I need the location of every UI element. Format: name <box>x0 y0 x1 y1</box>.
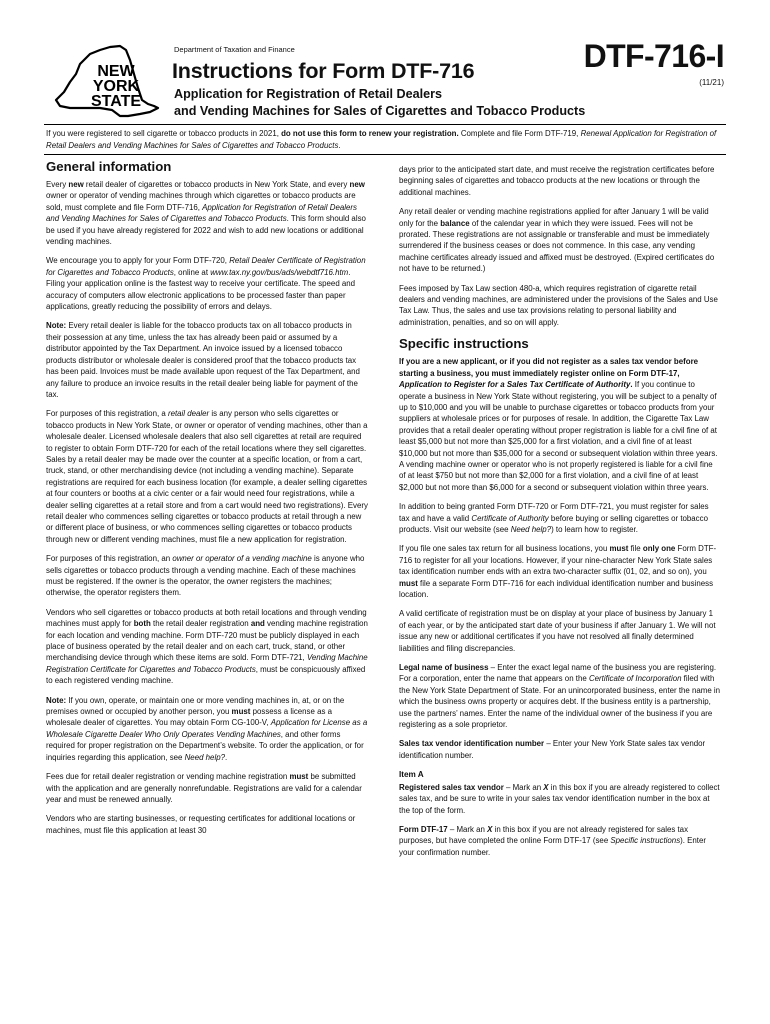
text-run: www.tax.ny.gov/bus/ads/webdtf716.htm <box>210 267 349 277</box>
text-run: file <box>628 544 643 554</box>
text-run: new <box>68 180 84 189</box>
text-run: Registered sales tax vendor <box>399 782 504 792</box>
text-run: Sales tax vendor identification number <box>399 739 545 749</box>
paragraph <box>399 738 721 761</box>
text-run: both <box>133 619 151 629</box>
text-run: Note: <box>46 695 67 705</box>
text-run: do not use this form to renew your registration. <box>281 129 459 138</box>
text-run: Fees due for retail dealer registration or vending machine registration <box>46 772 290 782</box>
text-run: is anyone who sells cigarettes or tobacco products through a vending machine. Each of these machines must be registered. If the owner is the operator, the owner registers the machines; otherwise, the operator registers them. <box>46 554 365 598</box>
notice-divider <box>44 154 726 155</box>
text-run: ) to learn how to register. <box>551 524 638 534</box>
text-run: must <box>231 707 251 717</box>
text-run: . <box>224 752 228 762</box>
section-heading <box>46 159 368 175</box>
text-run: possess a license as a wholesale dealer of cigarettes. You may obtain Form CG-100-V, <box>46 707 332 728</box>
text-run: Application for Registration of Retail Dealers and Vending Machines for Sales of Cigarettes and Tobacco Products <box>46 202 357 224</box>
paragraph <box>46 255 368 312</box>
section-heading <box>399 336 721 352</box>
logo-word-new: NEW <box>97 63 135 80</box>
text-run: in this box if you are already registered to collect sales tax, and be sure to write in your sales tax vendor identification number in the box at the top of the form. <box>399 782 720 815</box>
logo-word-state: STATE <box>90 93 142 110</box>
paragraph <box>399 662 721 730</box>
text-run: be submitted with the application and are generally nonrefundable. Registrations are valid for a calendar year and must be renewed annually. <box>46 772 362 804</box>
text-run: A valid certificate of registration must be on display at your place of business by January 1 of each year, or by the anticipated start date of your business if after January 1. We will not issue any new or additional certificates if you have not resolved all finally determined liabilities and filing discrepancies. <box>399 609 716 653</box>
text-run: , must be conspicuously affixed to each registered vending machine. <box>46 664 366 686</box>
text-run: Renewal Application for Registration of Retail Dealers and Vending Machines for Sales of Cigarettes and Tobacco Products <box>46 129 717 150</box>
text-run: before buying or selling cigarettes or tobacco products. Visit our website (see <box>399 513 708 534</box>
text-run: owner or operator of vending machines through which cigarettes or tobacco products are sold, must complete and file Form DTF-716, <box>46 191 356 212</box>
right-column <box>399 164 721 866</box>
text-run: Complete and file Form DTF-719, <box>458 129 581 138</box>
form-subtitle <box>174 86 585 120</box>
text-run: If you own, operate, or maintain one or more vending machines in, at, or on the premises owned or occupied by another person, you <box>46 695 345 717</box>
text-run: Certificate of Authority <box>471 513 549 523</box>
text-run: Vendors who are starting businesses, or requesting certificates for additional locations or machines, must file this application at least 30 <box>46 814 356 835</box>
text-run: retail dealer of cigarettes or tobacco products in New York State, and every <box>83 180 350 189</box>
form-number: DTF-716-I <box>583 38 724 74</box>
text-run: Application for License as a Wholesale Cigarette Dealer Who Only Operates Vending Machines <box>46 718 368 739</box>
text-run: owner or operator of a vending machine <box>172 554 312 564</box>
text-run: must <box>289 772 309 782</box>
text-run: – Mark an <box>447 824 488 834</box>
text-run: . <box>338 140 341 150</box>
text-run: Specific instructions <box>399 336 529 352</box>
text-run: Form DTF-17 <box>399 824 448 834</box>
text-run: days prior to the anticipated start date, and must receive the registration certificates before beginning sales of cigarettes and tobacco products at the new locations or through the additional machines. <box>399 165 715 197</box>
text-run: If you are a new applicant, or if you did not register as a sales tax vendor before starting a business, you must immediately register online on Form DTF-17, <box>399 357 699 378</box>
text-run: Retail Dealer Certificate of Registration for Cigarettes and Tobacco Products <box>46 256 366 277</box>
text-run: – Enter the exact legal name of the business you are registering. For a corporation, enter the name that appears on the <box>399 663 717 684</box>
subtitle-line-2: and Vending Machines for Sales of Cigarettes and Tobacco Products <box>174 104 586 118</box>
text-run: X <box>487 824 493 834</box>
text-run: and <box>250 619 265 629</box>
text-run: new <box>349 180 365 189</box>
text-run: . Filing your application online is the fastest way to receive your certificate. The speed and accuracy of computers allow electronic applications to be processed faster than paper applications, greatly reducing the possibility of errors and delays. <box>46 267 356 312</box>
paragraph <box>399 356 721 493</box>
paragraph <box>399 206 721 274</box>
text-run: X <box>543 782 549 792</box>
text-run: Fees imposed by Tax Law section 480-a, which requires registration of cigarette retail dealers and vending machines, are administered under the provisions of the Sales and Use Tax Law. Thus, the sales and use tax provisions relating to personal liability and administration, penalties, and so on will apply. <box>399 283 718 327</box>
text-run: balance <box>440 218 470 228</box>
paragraph <box>46 607 368 687</box>
subtitle-line-1: Application for Registration of Retail Dealers <box>174 87 443 101</box>
text-run: Form DTF-716 to register for all your locations. However, if your nine-character New York State sales tax identification number ends with an extra two-character suffix (01, 02, and so on), you <box>399 544 717 577</box>
text-run: Specific instructions <box>610 836 681 846</box>
text-run: Vending Machine Registration Certificate for Cigarettes and Tobacco Products <box>46 653 368 674</box>
text-run: Application to Register for a Sales Tax Certificate of Authority <box>399 380 631 390</box>
text-run: filed with the New York State Department of State. For an unincorporated business, enter the name in which the business owns property or acquires debt. If the business entity is a partnership, use the partners’ names. Enter the name of the individual owner of the business if you are registering as a sole proprietor. <box>399 674 721 730</box>
text-run: General information <box>46 159 172 174</box>
paragraph <box>46 553 368 599</box>
text-run: the retail dealer registration <box>150 619 251 629</box>
paragraph <box>399 164 721 198</box>
text-run: retail dealer <box>167 409 210 419</box>
text-run: We encourage you to apply for your Form DTF-720, <box>46 256 230 266</box>
text-run: – Enter your New York State sales tax vendor identification number. <box>399 739 706 760</box>
paragraph <box>46 179 368 247</box>
text-run: Need help? <box>510 524 552 534</box>
paragraph <box>46 408 368 545</box>
text-run: ). Enter your confirmation number. <box>399 836 707 857</box>
new-york-state-logo <box>50 44 160 122</box>
paragraph <box>399 782 721 816</box>
page-title: Instructions for Form DTF-716 <box>172 59 475 83</box>
paragraph <box>399 501 721 535</box>
text-run: Legal name of business <box>399 663 489 673</box>
paragraph <box>399 824 721 858</box>
text-run: For purposes of this registration, an <box>46 554 173 564</box>
text-run: – Mark an <box>503 782 544 792</box>
text-run: , online at <box>173 267 211 277</box>
text-run: only one <box>642 544 676 554</box>
text-run: must <box>609 544 629 554</box>
revision-date: (11/21) <box>699 78 724 87</box>
text-run: If you file one sales tax return for all business locations, you <box>399 544 610 554</box>
text-run: . This form should also be used if you have already registered for 2022 and wish to add new locations or additional vending machines. <box>46 214 366 247</box>
text-run: Every <box>46 180 69 189</box>
text-run: . <box>630 380 633 390</box>
text-run: , and other forms required for proper registration on the Department’s website. To order the application, or for inquiries regarding this application, see <box>46 729 364 762</box>
text-run: Any retail dealer or vending machine registrations applied for after January 1 will be valid only for the <box>399 207 709 228</box>
logo-word-york: YORK <box>92 78 140 95</box>
text-run: vending machine registration for each location and vending machine. Form DTF-720 must be publicly displayed in each place of business operated by the retail dealer and on each cart, truck, stand, or other merchandising device through which these items are sold. Form DTF-721, <box>46 619 368 663</box>
paragraph <box>399 543 721 600</box>
text-run: in this box if you are not already registered for sales tax purposes, but have completed the online Form DTF-17 (see <box>399 824 689 846</box>
renewal-notice <box>46 128 728 151</box>
text-run: file a separate Form DTF-716 for each individual identification number and business location. <box>399 578 714 599</box>
paragraph <box>46 813 368 836</box>
text-run: is any person who sells cigarettes or tobacco products in New York State, or owner or operator of vending machines, other than a wholesale dealer. Licensed wholesale dealers that also sell cigarettes at retail are required to register to obtain Form DTF-720 for each of the retail locations where they sell cigarettes. Sales by a retail dealer may be made over the counter at a specific location, or from a cart, truck, stand, or other merchandising device (not including a vending machine). Separate registrations are required for each business location (for example, a dealer selling cigarettes at four counters or booths at a civic center or a fair would need four registrations, while a dealer selling cigarettes at a retail store and from a cart would need two registrations). Every retail dealer who commences selling cigarettes or tobacco products at retail through a new or different place of business, or who commences selling cigarettes or tobacco products through new or different vending machines, must file a new application for registration. <box>46 409 368 544</box>
text-run: Item A <box>399 770 424 780</box>
department-name: Department of Taxation and Finance <box>174 45 295 54</box>
text-run: For purposes of this registration, a <box>46 409 168 419</box>
paragraph <box>399 283 721 329</box>
left-column <box>46 159 368 844</box>
text-run: of the calendar year in which they were issued. Fees will not be prorated. These registrations are not assignable or transferable and must be immediately surrendered if the business ceases or does not commence. In this case, any vending machine certificates already issued and affixed must be destroyed. (Expired certificates do not have to be returned.) <box>399 218 715 274</box>
text-run: Vendors who sell cigarettes or tobacco products at both retail locations and through vending machines must apply for <box>46 607 367 629</box>
header-divider <box>44 124 726 125</box>
text-run: Certificate of Incorporation <box>588 674 682 684</box>
paragraph <box>46 320 368 400</box>
text-run: Need help? <box>184 752 225 762</box>
section-heading <box>399 769 721 780</box>
text-run: In addition to being granted Form DTF-720 or Form DTF-721, you must register for sales tax and have a valid <box>399 502 709 523</box>
paragraph <box>46 695 368 763</box>
text-run: Every retail dealer is liable for the tobacco products tax on all tobacco products in their possession at any time, unless the tax has already been paid or assumed by a distributor appointed by the Tax Department. An invoice issued by a licensed tobacco products distributor or wholesale dealer is considered proof that the tobacco products tax has been paid. Invoices must be made available upon request of the Tax Department, and any failure to produce an invoice results in the retail dealer being liable for payment of the tax. <box>46 321 360 399</box>
paragraph <box>399 608 721 654</box>
paragraph <box>46 771 368 805</box>
text-run: Note: <box>46 321 67 331</box>
text-run: If you continue to operate a business in New York State without registering, you will be subject to a penalty of up to $10,000 and you will be unable to purchase cigarettes or tobacco products from your suppliers at wholesale prices or for purposes of resale. In addition, the Cigarette Tax Law provides that a retail dealer operating without proper registration is liable for a civil fine of at least $5,000 but not more than $25,000 for a first violation, and a civil fine of at least $10,000 but not more than $35,000 for a second or subsequent violation within three years. A vending machine owner or operator who is not properly registered is liable for a civil fine of at least $750 but not more than $2,000 for a first violation, and a civil fine of at least $2,000 but not more than $6,000 for a second or subsequent violation within three years. <box>399 380 718 492</box>
text-run: If you were registered to sell cigarette or tobacco products in 2021, <box>46 129 282 138</box>
text-run: must <box>399 578 418 588</box>
